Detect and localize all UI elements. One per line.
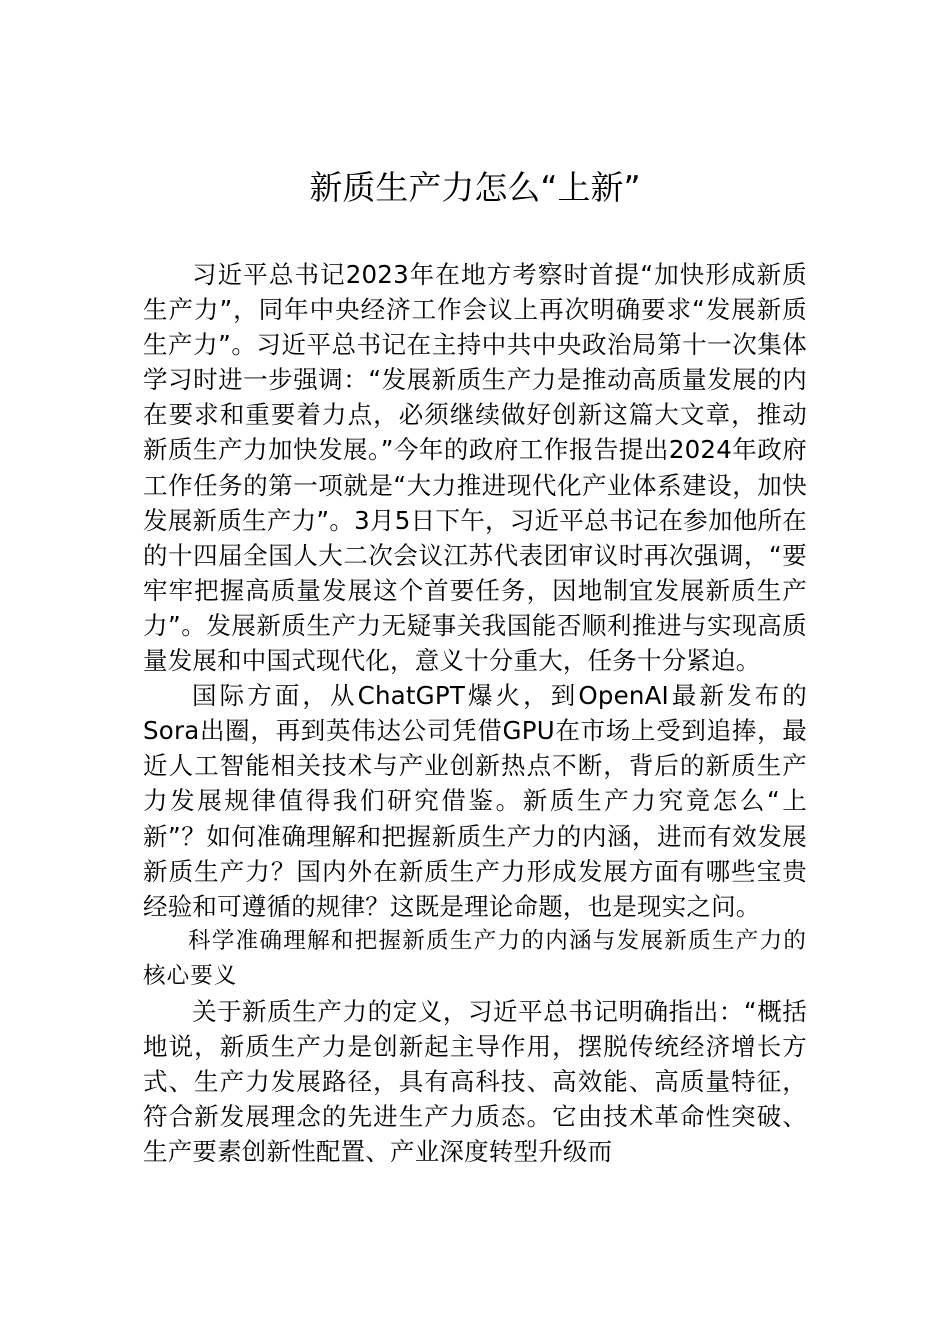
paragraph-international: 国际方面，从ChatGPT爆火，到OpenAI最新发布的Sora出圈，再到英伟达公司凭借GPU在市场上受到追捧，最近人工智能相关技术与产业创新热点不断，背后的新质生产力发展规律值得我们研究借鉴。新质生产力究竟怎么“上新”？如何准确理解和把握新质生产力的内涵，进而有效发展新质生产力？国内外在新质生产力形成发展方面有哪些宝贵经验和可遵循的规律？这既是理论命题，也是现实之问。	[143, 681, 807, 921]
paragraph-definition: 关于新质生产力的定义，习近平总书记明确指出：“概括地说，新质生产力是创新起主导作用，摆脱传统经济增长方式、生产力发展路径，具有高科技、高效能、高质量特征，符合新发展理念的先进生产力质态。它由技术革命性突破、生产要素创新性配置、产业深度转型升级而	[143, 996, 807, 1167]
document-body	[143, 257, 807, 1169]
paragraph-intro: 习近平总书记2023年在地方考察时首提“加快形成新质生产力”，同年中央经济工作会议上再次明确要求“发展新质生产力”。习近平总书记在主持中共中央政治局第十一次集体学习时进一步强调：“发展新质生产力是推动高质量发展的内在要求和重要着力点，必须继续做好创新这篇大文章，推动新质生产力加快发展。”今年的政府工作报告提出2024年政府工作任务的第一项就是“大力推进现代化产业体系建设，加快发展新质生产力”。3月5日下午，习近平总书记在参加他所在的十四届全国人大二次会议江苏代表团审议时再次强调，“要牢牢把握高质量发展这个首要任务，因地制宜发展新质生产力”。发展新质生产力无疑事关我国能否顺利推进与实现高质量发展和中国式现代化，意义十分重大，任务十分紧迫。	[143, 260, 807, 676]
document-title: 新质生产力怎么“上新”	[309, 168, 641, 207]
section-heading: 科学准确理解和把握新质生产力的内涵与发展新质生产力的核心要义	[143, 927, 807, 989]
